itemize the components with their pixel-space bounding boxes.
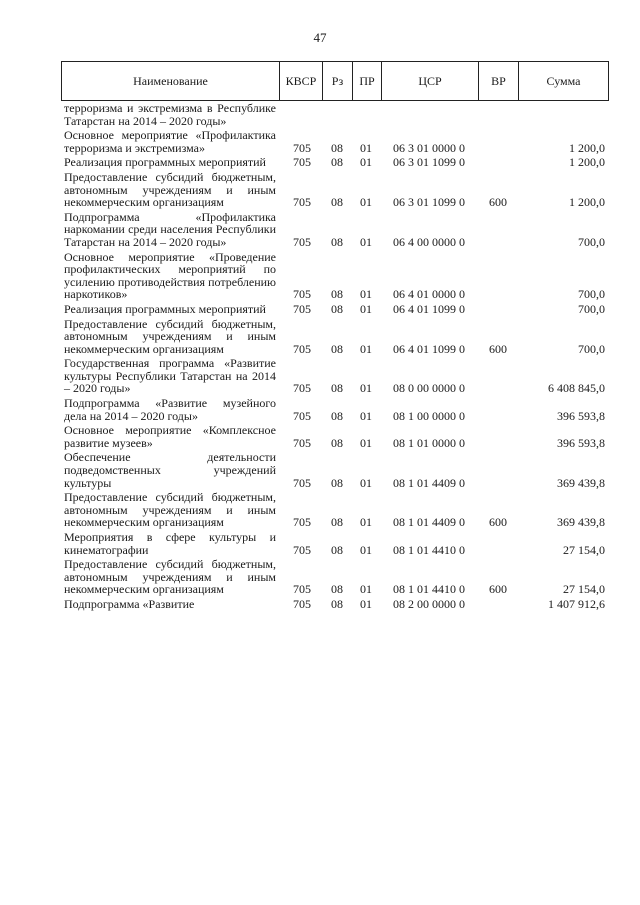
row-pr: 01 (360, 195, 372, 210)
row-sum: 700,0 (578, 301, 605, 316)
row-csr: 08 2 00 0000 0 (393, 596, 465, 611)
table-row (64, 424, 609, 449)
row-kvsr: 705 (293, 341, 311, 356)
row-name: Мероприятия в сфере культуры и кинематографии (64, 530, 276, 557)
row-name: Подпрограмма «Профилактика наркомании среди населения Республики Татарстан на 2014 – 2020 годы» (64, 209, 276, 249)
table-row (64, 211, 609, 249)
table-row (64, 558, 609, 596)
row-sum: 1 200,0 (569, 155, 605, 170)
row-pr: 01 (360, 515, 372, 530)
row-csr: 08 1 00 0000 0 (393, 408, 465, 423)
row-csr: 06 4 01 1099 0 (393, 301, 465, 316)
row-name: Предоставление субсидий бюджетным, автономным учреждениям и иным некоммерческим организациям (64, 169, 276, 210)
table-row (64, 251, 609, 301)
table-row (64, 102, 609, 127)
row-sum: 369 439,8 (557, 475, 605, 490)
row-sum: 1 407 912,6 (548, 596, 605, 611)
row-rz: 08 (331, 155, 343, 170)
row-rz: 08 (331, 515, 343, 530)
row-pr: 01 (360, 155, 372, 170)
row-sum: 700,0 (578, 234, 605, 249)
table-row (64, 171, 609, 209)
row-csr: 08 1 01 4410 0 (393, 582, 465, 597)
page-number: 47 (313, 30, 327, 45)
row-rz: 08 (331, 596, 343, 611)
table-row (64, 357, 609, 395)
row-csr: 08 1 01 4409 0 (393, 515, 465, 530)
table-header (61, 61, 609, 101)
row-csr: 08 1 01 0000 0 (393, 435, 465, 450)
row-pr: 01 (360, 582, 372, 597)
table-row (64, 318, 609, 356)
row-rz: 08 (331, 475, 343, 490)
row-pr: 01 (360, 408, 372, 423)
table-row (64, 397, 609, 422)
row-kvsr: 705 (293, 301, 311, 316)
header-csr: ЦСР (382, 62, 479, 100)
header-sum: Сумма (546, 73, 581, 88)
row-kvsr: 705 (293, 435, 311, 450)
row-sum: 396 593,8 (557, 408, 605, 423)
row-sum: 27 154,0 (563, 542, 605, 557)
row-csr: 06 3 01 1099 0 (393, 195, 465, 210)
row-rz: 08 (331, 140, 343, 155)
row-csr: 06 4 01 1099 0 (393, 341, 465, 356)
row-rz: 08 (331, 234, 343, 249)
row-name: Основное мероприятие «Профилактика терроризма и экстремизма» (64, 128, 276, 155)
row-rz: 08 (331, 195, 343, 210)
row-vr: 600 (489, 515, 507, 530)
header-rz: Рз (323, 62, 353, 100)
row-kvsr: 705 (293, 475, 311, 490)
row-kvsr: 705 (293, 515, 311, 530)
row-name: терроризма и экстремизма в Республике Татарстан на 2014 – 2020 годы» (64, 101, 276, 128)
row-csr: 08 1 01 4410 0 (393, 542, 465, 557)
table-row (64, 491, 609, 529)
row-sum: 27 154,0 (563, 582, 605, 597)
row-kvsr: 705 (293, 140, 311, 155)
row-pr: 01 (360, 381, 372, 396)
row-name: Предоставление субсидий бюджетным, автономным учреждениям и иным некоммерческим организациям (64, 316, 276, 356)
row-csr: 06 4 01 0000 0 (393, 287, 465, 302)
row-csr: 08 0 00 0000 0 (393, 381, 465, 396)
row-pr: 01 (360, 596, 372, 611)
row-pr: 01 (360, 475, 372, 490)
row-rz: 08 (331, 381, 343, 396)
table-row (64, 531, 609, 556)
row-pr: 01 (360, 287, 372, 302)
row-kvsr: 705 (293, 582, 311, 597)
row-kvsr: 705 (293, 287, 311, 302)
table-row (64, 129, 609, 154)
table-row (64, 598, 609, 611)
row-pr: 01 (360, 301, 372, 316)
row-csr: 06 3 01 0000 0 (393, 140, 465, 155)
row-sum: 6 408 845,0 (548, 381, 605, 396)
row-kvsr: 705 (293, 155, 311, 170)
row-kvsr: 705 (293, 542, 311, 557)
row-rz: 08 (331, 542, 343, 557)
row-sum: 1 200,0 (569, 140, 605, 155)
row-sum: 700,0 (578, 341, 605, 356)
row-pr: 01 (360, 234, 372, 249)
header-pr: ПР (353, 62, 382, 100)
row-name: Основное мероприятие «Проведение профилактических мероприятий по усилению противодействия потреблению наркотиков» (64, 249, 276, 302)
table-row (64, 156, 609, 169)
row-sum: 396 593,8 (557, 435, 605, 450)
row-kvsr: 705 (293, 381, 311, 396)
row-name: Реализация программных мероприятий (64, 301, 266, 316)
row-kvsr: 705 (293, 408, 311, 423)
header-kvsr: КВСР (280, 62, 323, 100)
table-row (64, 451, 609, 489)
row-name: Реализация программных мероприятий (64, 155, 266, 170)
row-name: Подпрограмма «Развитие (64, 596, 195, 611)
row-name: Государственная программа «Развитие культуры Республики Татарстан на 2014 – 2020 годы» (64, 356, 276, 396)
row-rz: 08 (331, 301, 343, 316)
row-csr: 06 4 00 0000 0 (393, 234, 465, 249)
row-csr: 08 1 01 4409 0 (393, 475, 465, 490)
row-pr: 01 (360, 140, 372, 155)
row-pr: 01 (360, 435, 372, 450)
row-rz: 08 (331, 287, 343, 302)
row-sum: 369 439,8 (557, 515, 605, 530)
row-name: Обеспечение деятельности подведомственных учреждений культуры (64, 450, 276, 490)
row-kvsr: 705 (293, 234, 311, 249)
row-csr: 06 3 01 1099 0 (393, 155, 465, 170)
row-name: Предоставление субсидий бюджетным, автономным учреждениям и иным некоммерческим организациям (64, 490, 276, 530)
row-rz: 08 (331, 435, 343, 450)
row-kvsr: 705 (293, 596, 311, 611)
row-name: Основное мероприятие «Комплексное развитие музеев» (64, 423, 276, 450)
table-row (64, 303, 609, 316)
row-name: Подпрограмма «Развитие музейного дела на 2014 – 2020 годы» (64, 396, 276, 423)
row-sum: 700,0 (578, 287, 605, 302)
row-rz: 08 (331, 408, 343, 423)
row-sum: 1 200,0 (569, 195, 605, 210)
row-name: Предоставление субсидий бюджетным, автономным учреждениям и иным некоммерческим организациям (64, 557, 276, 597)
header-vr: ВР (479, 62, 519, 100)
row-kvsr: 705 (293, 195, 311, 210)
row-vr: 600 (489, 341, 507, 356)
header-name: Наименование (62, 62, 280, 100)
row-vr: 600 (489, 195, 507, 210)
row-rz: 08 (331, 341, 343, 356)
table-body (64, 102, 609, 613)
row-pr: 01 (360, 542, 372, 557)
row-rz: 08 (331, 582, 343, 597)
row-vr: 600 (489, 582, 507, 597)
row-pr: 01 (360, 341, 372, 356)
